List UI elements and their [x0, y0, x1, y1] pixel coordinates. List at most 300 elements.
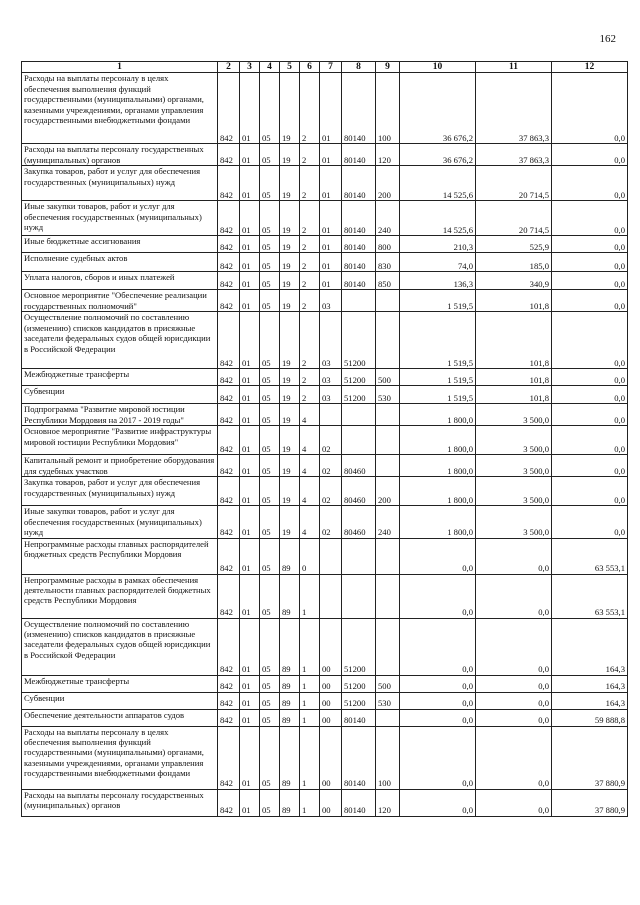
section-code: 01 [240, 272, 260, 290]
row-name: Основное мероприятие "Обеспечение реализации государственных полномочий" [22, 290, 218, 312]
expense-type-code: 100 [376, 726, 400, 789]
value-col-11: 3 500,0 [476, 426, 552, 455]
event-code [320, 538, 342, 574]
row-name: Исполнение судебных актов [22, 253, 218, 272]
direction-code: 80140 [342, 236, 376, 253]
header-row [22, 62, 628, 73]
value-col-12: 37 880,9 [552, 789, 628, 816]
table-row [22, 477, 628, 506]
program-code: 19 [280, 73, 300, 144]
expense-type-code: 500 [376, 675, 400, 692]
section-code: 01 [240, 538, 260, 574]
program-code: 19 [280, 236, 300, 253]
section-code: 01 [240, 726, 260, 789]
row-name: Иные закупки товаров, работ и услуг для обеспечения государственных (муниципальных) нужд [22, 506, 218, 538]
subprogram-code: 4 [300, 426, 320, 455]
value-col-10: 0,0 [400, 692, 476, 709]
expense-type-code [376, 574, 400, 618]
row-name: Субвенции [22, 692, 218, 709]
expense-type-code [376, 455, 400, 477]
value-col-11: 0,0 [476, 789, 552, 816]
table-row [22, 538, 628, 574]
expense-type-code: 830 [376, 253, 400, 272]
direction-code [342, 290, 376, 312]
table-row [22, 73, 628, 144]
direction-code: 80140 [342, 201, 376, 236]
value-col-12: 0,0 [552, 253, 628, 272]
value-col-12: 63 553,1 [552, 574, 628, 618]
section-code: 01 [240, 426, 260, 455]
row-name: Межбюджетные трансферты [22, 369, 218, 386]
value-col-11: 0,0 [476, 726, 552, 789]
event-code: 02 [320, 426, 342, 455]
expense-type-code: 240 [376, 201, 400, 236]
program-code: 19 [280, 386, 300, 404]
admin-code: 842 [218, 236, 240, 253]
value-col-10: 1 800,0 [400, 426, 476, 455]
admin-code: 842 [218, 574, 240, 618]
table-row [22, 692, 628, 709]
value-col-10: 1 519,5 [400, 312, 476, 369]
direction-code: 51200 [342, 369, 376, 386]
event-code: 00 [320, 709, 342, 726]
value-col-12: 0,0 [552, 144, 628, 166]
subsection-code: 05 [260, 477, 280, 506]
row-name: Межбюджетные трансферты [22, 675, 218, 692]
value-col-10: 136,3 [400, 272, 476, 290]
value-col-11: 3 500,0 [476, 455, 552, 477]
column-header-12: 12 [552, 62, 628, 73]
subprogram-code: 2 [300, 236, 320, 253]
column-header-4: 4 [260, 62, 280, 73]
value-col-10: 210,3 [400, 236, 476, 253]
program-code: 89 [280, 618, 300, 675]
expense-type-code [376, 618, 400, 675]
event-code: 03 [320, 312, 342, 369]
event-code: 00 [320, 789, 342, 816]
program-code: 19 [280, 272, 300, 290]
value-col-11: 101,8 [476, 312, 552, 369]
value-col-12: 0,0 [552, 201, 628, 236]
table-row [22, 618, 628, 675]
row-name: Основное мероприятие "Развитие инфраструктуры мировой юстиции Республики Мордовия" [22, 426, 218, 455]
subprogram-code: 2 [300, 386, 320, 404]
subsection-code: 05 [260, 726, 280, 789]
value-col-10: 0,0 [400, 675, 476, 692]
value-col-11: 20 714,5 [476, 201, 552, 236]
value-col-10: 1 800,0 [400, 404, 476, 426]
subprogram-code: 1 [300, 789, 320, 816]
value-col-11: 0,0 [476, 675, 552, 692]
program-code: 89 [280, 692, 300, 709]
value-col-10: 1 800,0 [400, 477, 476, 506]
subprogram-code: 4 [300, 477, 320, 506]
subsection-code: 05 [260, 73, 280, 144]
program-code: 89 [280, 538, 300, 574]
program-code: 89 [280, 726, 300, 789]
admin-code: 842 [218, 272, 240, 290]
table-row [22, 201, 628, 236]
value-col-11: 101,8 [476, 369, 552, 386]
direction-code: 51200 [342, 692, 376, 709]
value-col-10: 1 519,5 [400, 386, 476, 404]
direction-code [342, 574, 376, 618]
value-col-10: 1 800,0 [400, 455, 476, 477]
table-row [22, 455, 628, 477]
subprogram-code: 2 [300, 144, 320, 166]
expense-type-code: 500 [376, 369, 400, 386]
column-header-7: 7 [320, 62, 342, 73]
subprogram-code: 1 [300, 692, 320, 709]
expense-type-code: 200 [376, 477, 400, 506]
subprogram-code: 4 [300, 404, 320, 426]
value-col-11: 101,8 [476, 290, 552, 312]
table-row [22, 675, 628, 692]
subsection-code: 05 [260, 789, 280, 816]
direction-code: 80140 [342, 73, 376, 144]
event-code: 03 [320, 369, 342, 386]
value-col-12: 164,3 [552, 618, 628, 675]
direction-code [342, 404, 376, 426]
event-code: 00 [320, 726, 342, 789]
column-header-8: 8 [342, 62, 376, 73]
subsection-code: 05 [260, 166, 280, 201]
subsection-code: 05 [260, 506, 280, 538]
table-row [22, 426, 628, 455]
value-col-11: 37 863,3 [476, 73, 552, 144]
section-code: 01 [240, 709, 260, 726]
value-col-11: 0,0 [476, 692, 552, 709]
row-name: Уплата налогов, сборов и иных платежей [22, 272, 218, 290]
section-code: 01 [240, 236, 260, 253]
admin-code: 842 [218, 709, 240, 726]
event-code: 02 [320, 477, 342, 506]
value-col-10: 74,0 [400, 253, 476, 272]
admin-code: 842 [218, 455, 240, 477]
program-code: 19 [280, 477, 300, 506]
value-col-11: 340,9 [476, 272, 552, 290]
row-name: Обеспечение деятельности аппаратов судов [22, 709, 218, 726]
admin-code: 842 [218, 201, 240, 236]
subprogram-code: 2 [300, 73, 320, 144]
direction-code: 80140 [342, 144, 376, 166]
row-name: Непрограммные расходы главных распорядителей бюджетных средств Республики Мордовия [22, 538, 218, 574]
subsection-code: 05 [260, 253, 280, 272]
table-row [22, 144, 628, 166]
section-code: 01 [240, 455, 260, 477]
admin-code: 842 [218, 618, 240, 675]
subprogram-code: 4 [300, 506, 320, 538]
table-row [22, 709, 628, 726]
value-col-10: 36 676,2 [400, 144, 476, 166]
expense-type-code: 530 [376, 386, 400, 404]
section-code: 01 [240, 73, 260, 144]
section-code: 01 [240, 369, 260, 386]
expense-type-code: 850 [376, 272, 400, 290]
value-col-11: 101,8 [476, 386, 552, 404]
column-header-11: 11 [476, 62, 552, 73]
program-code: 19 [280, 404, 300, 426]
program-code: 19 [280, 290, 300, 312]
subprogram-code: 1 [300, 709, 320, 726]
subsection-code: 05 [260, 144, 280, 166]
value-col-10: 0,0 [400, 726, 476, 789]
value-col-12: 0,0 [552, 506, 628, 538]
table-row [22, 386, 628, 404]
column-header-1: 1 [22, 62, 218, 73]
table-row [22, 404, 628, 426]
expense-type-code: 200 [376, 166, 400, 201]
subprogram-code: 2 [300, 166, 320, 201]
event-code [320, 404, 342, 426]
admin-code: 842 [218, 312, 240, 369]
direction-code: 80140 [342, 272, 376, 290]
value-col-10: 36 676,2 [400, 73, 476, 144]
row-name: Расходы на выплаты персоналу в целях обеспечения выполнения функций государственными (муниципальными) органами, казенными учреждениями, органами управления государственными внебюджетными фондами [22, 726, 218, 789]
value-col-11: 37 863,3 [476, 144, 552, 166]
column-header-9: 9 [376, 62, 400, 73]
row-name: Осуществление полномочий по составлению (изменению) списков кандидатов в присяжные заседатели федеральных судов общей юрисдикции в Российской Федерации [22, 312, 218, 369]
section-code: 01 [240, 386, 260, 404]
table-row [22, 506, 628, 538]
event-code: 00 [320, 618, 342, 675]
value-col-12: 0,0 [552, 455, 628, 477]
program-code: 89 [280, 574, 300, 618]
budget-table [21, 61, 628, 817]
value-col-12: 59 888,8 [552, 709, 628, 726]
program-code: 19 [280, 166, 300, 201]
value-col-11: 185,0 [476, 253, 552, 272]
expense-type-code: 800 [376, 236, 400, 253]
subprogram-code: 2 [300, 201, 320, 236]
event-code: 00 [320, 692, 342, 709]
subprogram-code: 0 [300, 538, 320, 574]
subprogram-code: 2 [300, 290, 320, 312]
program-code: 19 [280, 253, 300, 272]
row-name: Расходы на выплаты персоналу в целях обеспечения выполнения функций государственными (муниципальными) органами, казенными учреждениями, органами управления государственными внебюджетными фондами [22, 73, 218, 144]
direction-code [342, 426, 376, 455]
subsection-code: 05 [260, 574, 280, 618]
subprogram-code: 4 [300, 455, 320, 477]
table-row [22, 312, 628, 369]
expense-type-code [376, 312, 400, 369]
value-col-11: 0,0 [476, 538, 552, 574]
table-row [22, 290, 628, 312]
subsection-code: 05 [260, 272, 280, 290]
value-col-11: 20 714,5 [476, 166, 552, 201]
direction-code: 51200 [342, 618, 376, 675]
table-row [22, 369, 628, 386]
section-code: 01 [240, 675, 260, 692]
event-code: 01 [320, 73, 342, 144]
page-number: 162 [599, 33, 616, 45]
value-col-12: 0,0 [552, 73, 628, 144]
subprogram-code: 2 [300, 312, 320, 369]
row-name: Иные закупки товаров, работ и услуг для обеспечения государственных (муниципальных) нужд [22, 201, 218, 236]
value-col-10: 1 519,5 [400, 369, 476, 386]
section-code: 01 [240, 166, 260, 201]
direction-code: 80460 [342, 477, 376, 506]
section-code: 01 [240, 574, 260, 618]
value-col-12: 0,0 [552, 290, 628, 312]
expense-type-code: 120 [376, 789, 400, 816]
program-code: 89 [280, 675, 300, 692]
direction-code: 51200 [342, 675, 376, 692]
value-col-12: 0,0 [552, 477, 628, 506]
admin-code: 842 [218, 477, 240, 506]
row-name: Иные бюджетные ассигнования [22, 236, 218, 253]
expense-type-code [376, 426, 400, 455]
subsection-code: 05 [260, 538, 280, 574]
value-col-12: 0,0 [552, 312, 628, 369]
program-code: 19 [280, 312, 300, 369]
section-code: 01 [240, 290, 260, 312]
column-header-3: 3 [240, 62, 260, 73]
value-col-12: 37 880,9 [552, 726, 628, 789]
subsection-code: 05 [260, 455, 280, 477]
admin-code: 842 [218, 692, 240, 709]
value-col-10: 14 525,6 [400, 166, 476, 201]
event-code: 01 [320, 144, 342, 166]
admin-code: 842 [218, 538, 240, 574]
value-col-10: 0,0 [400, 618, 476, 675]
value-col-10: 0,0 [400, 709, 476, 726]
subprogram-code: 2 [300, 272, 320, 290]
direction-code: 80140 [342, 789, 376, 816]
row-name: Расходы на выплаты персоналу государственных (муниципальных) органов [22, 789, 218, 816]
subprogram-code: 1 [300, 574, 320, 618]
expense-type-code: 120 [376, 144, 400, 166]
admin-code: 842 [218, 675, 240, 692]
row-name: Осуществление полномочий по составлению (изменению) списков кандидатов в присяжные заседатели федеральных судов общей юрисдикции в Российской Федерации [22, 618, 218, 675]
admin-code: 842 [218, 144, 240, 166]
column-header-10: 10 [400, 62, 476, 73]
direction-code [342, 538, 376, 574]
row-name: Капитальный ремонт и приобретение оборудования для судебных участков [22, 455, 218, 477]
admin-code: 842 [218, 253, 240, 272]
value-col-12: 164,3 [552, 675, 628, 692]
row-name: Расходы на выплаты персоналу государственных (муниципальных) органов [22, 144, 218, 166]
event-code: 01 [320, 253, 342, 272]
subsection-code: 05 [260, 404, 280, 426]
event-code: 03 [320, 290, 342, 312]
expense-type-code: 530 [376, 692, 400, 709]
value-col-10: 0,0 [400, 574, 476, 618]
table-row [22, 726, 628, 789]
event-code: 02 [320, 506, 342, 538]
section-code: 01 [240, 506, 260, 538]
value-col-10: 1 519,5 [400, 290, 476, 312]
event-code: 01 [320, 272, 342, 290]
expense-type-code: 100 [376, 73, 400, 144]
column-header-5: 5 [280, 62, 300, 73]
program-code: 19 [280, 455, 300, 477]
value-col-12: 0,0 [552, 386, 628, 404]
table-row [22, 166, 628, 201]
section-code: 01 [240, 618, 260, 675]
section-code: 01 [240, 477, 260, 506]
expense-type-code [376, 538, 400, 574]
value-col-10: 14 525,6 [400, 201, 476, 236]
row-name: Закупка товаров, работ и услуг для обеспечения государственных (муниципальных) нужд [22, 166, 218, 201]
table-row [22, 253, 628, 272]
direction-code: 80140 [342, 709, 376, 726]
event-code: 02 [320, 455, 342, 477]
value-col-12: 0,0 [552, 236, 628, 253]
program-code: 89 [280, 709, 300, 726]
admin-code: 842 [218, 73, 240, 144]
admin-code: 842 [218, 386, 240, 404]
value-col-12: 0,0 [552, 272, 628, 290]
section-code: 01 [240, 253, 260, 272]
value-col-11: 0,0 [476, 574, 552, 618]
subsection-code: 05 [260, 201, 280, 236]
direction-code: 80460 [342, 455, 376, 477]
section-code: 01 [240, 404, 260, 426]
program-code: 19 [280, 506, 300, 538]
value-col-11: 3 500,0 [476, 404, 552, 426]
event-code [320, 574, 342, 618]
row-name: Подпрограмма "Развитие мировой юстиции Республики Мордовия на 2017 - 2019 годы" [22, 404, 218, 426]
event-code: 01 [320, 166, 342, 201]
direction-code: 51200 [342, 312, 376, 369]
value-col-12: 0,0 [552, 404, 628, 426]
expense-type-code [376, 290, 400, 312]
event-code: 00 [320, 675, 342, 692]
subprogram-code: 1 [300, 675, 320, 692]
direction-code: 80140 [342, 726, 376, 789]
event-code: 03 [320, 386, 342, 404]
value-col-11: 3 500,0 [476, 506, 552, 538]
program-code: 19 [280, 201, 300, 236]
direction-code: 80140 [342, 253, 376, 272]
admin-code: 842 [218, 506, 240, 538]
expense-type-code [376, 404, 400, 426]
row-name: Закупка товаров, работ и услуг для обеспечения государственных (муниципальных) нужд [22, 477, 218, 506]
subsection-code: 05 [260, 236, 280, 253]
value-col-11: 0,0 [476, 618, 552, 675]
table-row [22, 272, 628, 290]
table-row [22, 236, 628, 253]
table-body [22, 73, 628, 816]
expense-type-code: 240 [376, 506, 400, 538]
value-col-12: 0,0 [552, 426, 628, 455]
event-code: 01 [320, 236, 342, 253]
subprogram-code: 1 [300, 726, 320, 789]
value-col-12: 0,0 [552, 369, 628, 386]
subsection-code: 05 [260, 675, 280, 692]
admin-code: 842 [218, 290, 240, 312]
direction-code: 80460 [342, 506, 376, 538]
admin-code: 842 [218, 726, 240, 789]
program-code: 19 [280, 426, 300, 455]
direction-code: 51200 [342, 386, 376, 404]
value-col-12: 164,3 [552, 692, 628, 709]
subprogram-code: 1 [300, 618, 320, 675]
program-code: 89 [280, 789, 300, 816]
column-header-6: 6 [300, 62, 320, 73]
value-col-10: 1 800,0 [400, 506, 476, 538]
subsection-code: 05 [260, 386, 280, 404]
admin-code: 842 [218, 426, 240, 455]
section-code: 01 [240, 201, 260, 236]
subsection-code: 05 [260, 369, 280, 386]
subprogram-code: 2 [300, 369, 320, 386]
column-header-2: 2 [218, 62, 240, 73]
value-col-12: 63 553,1 [552, 538, 628, 574]
subsection-code: 05 [260, 618, 280, 675]
value-col-12: 0,0 [552, 166, 628, 201]
